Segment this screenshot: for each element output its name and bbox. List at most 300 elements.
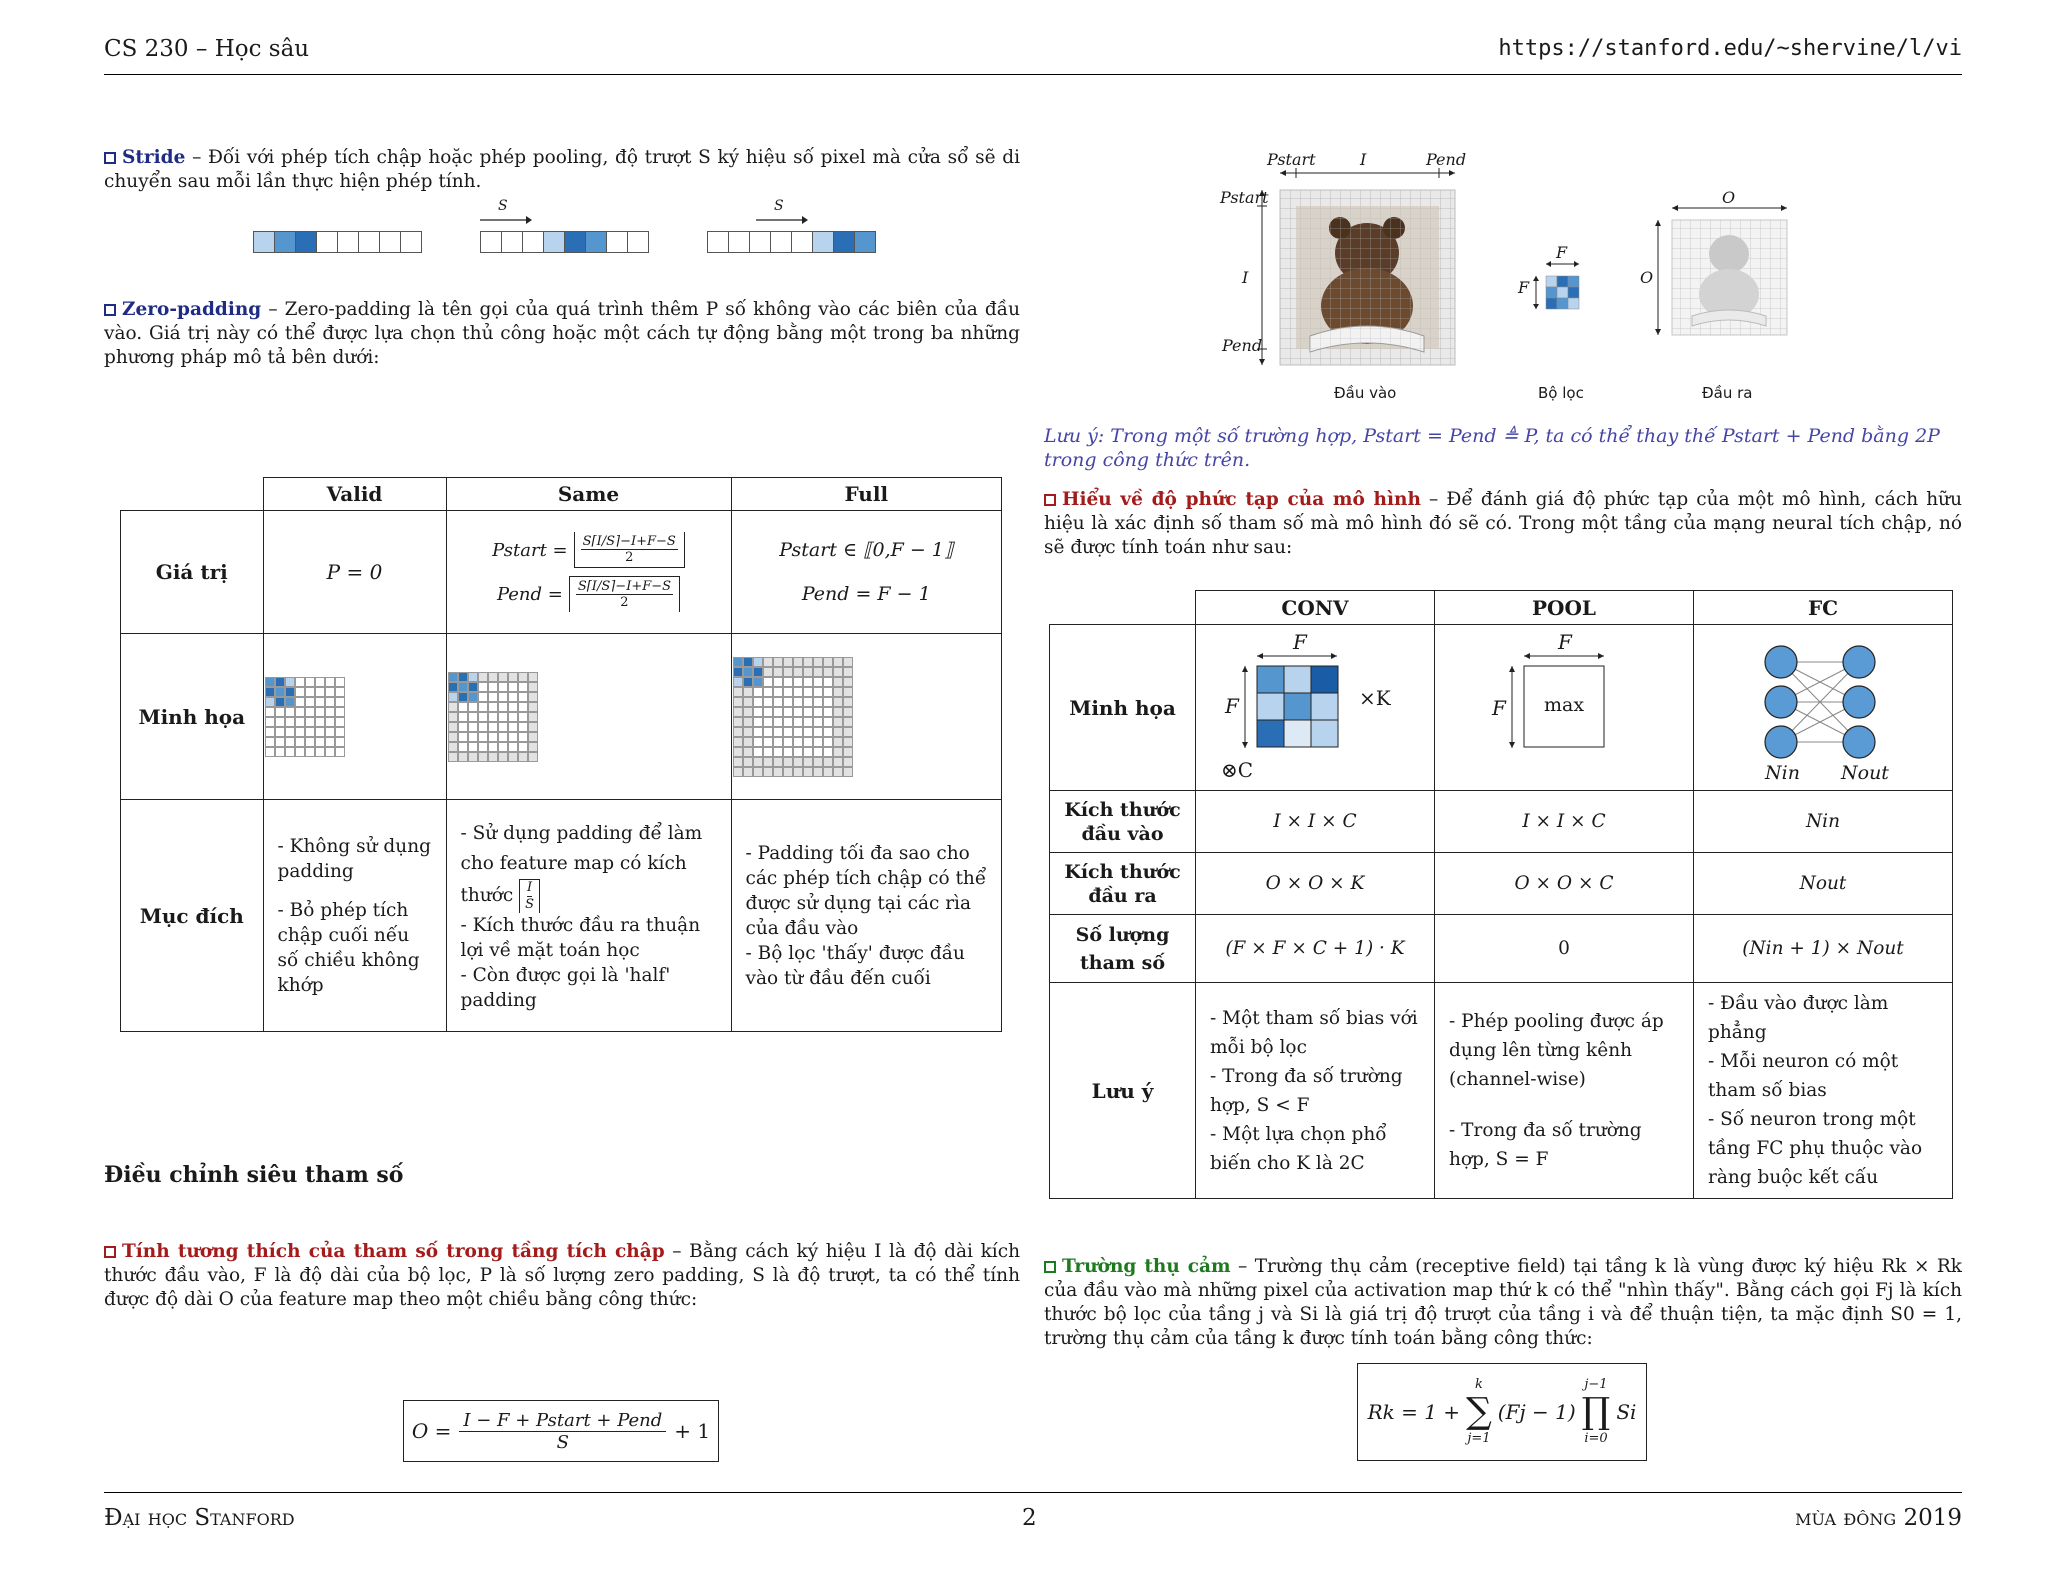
fig-filter-top: F <box>1556 243 1568 262</box>
grid-cell <box>295 747 305 757</box>
grid-cell <box>478 682 488 692</box>
grid-cell <box>763 697 773 707</box>
grid-cell <box>783 667 793 677</box>
grid-cell <box>508 672 518 682</box>
grid-cell <box>315 697 325 707</box>
grid-cell <box>458 672 468 682</box>
grid-cell <box>325 727 335 737</box>
grid-cell <box>325 687 335 697</box>
section-title: Điều chỉnh siêu tham số <box>104 1162 404 1188</box>
grid-cell <box>468 742 478 752</box>
grid-cell <box>285 717 295 727</box>
grid-cell <box>763 747 773 757</box>
receptive-paragraph <box>1044 1255 1962 1351</box>
grid-cell <box>488 672 498 682</box>
fc-output: Nout <box>1694 853 1953 915</box>
grid-cell <box>823 727 833 737</box>
page-number: 2 <box>1022 1505 1037 1531</box>
grid-cell <box>773 667 783 677</box>
grid-cell <box>448 702 458 712</box>
grid-cell <box>295 737 305 747</box>
grid-cell <box>753 687 763 697</box>
grid-cell <box>498 692 508 702</box>
grid-cell <box>783 767 793 777</box>
grid-cell <box>753 717 763 727</box>
grid-cell <box>843 697 853 707</box>
grid-cell <box>498 712 508 722</box>
grid-cell <box>843 747 853 757</box>
grid-cell <box>773 697 783 707</box>
grid-cell <box>275 687 285 697</box>
grid-cell <box>528 742 538 752</box>
grid-cell <box>743 757 753 767</box>
caption-output: Đầu ra <box>1702 384 1753 402</box>
same-purpose: - Sử dụng padding để làm cho feature map có kích thước $\frac{I}{S}$ - Kích thước đầu ra thuận lợi về mặt toán học - Còn được gọi là 'half' padding <box>446 800 731 1032</box>
valid-illustration <box>263 634 446 800</box>
grid-cell <box>265 677 275 687</box>
grid-cell <box>743 767 753 777</box>
grid-cell <box>448 692 458 702</box>
grid-cell <box>305 737 315 747</box>
fc-diagram <box>1695 628 1951 788</box>
grid-cell <box>753 697 763 707</box>
filter-grid <box>1546 276 1579 309</box>
grid-cell <box>448 742 458 752</box>
grid-cell <box>315 737 325 747</box>
checkbox-icon <box>1044 494 1056 506</box>
grid-cell <box>733 757 743 767</box>
grid-cell <box>833 667 843 677</box>
grid-cell <box>803 657 813 667</box>
grid-cell <box>285 687 295 697</box>
grid-cell <box>448 722 458 732</box>
full-value: Pstart ∈ ⟦0,F − 1⟧ Pend = F − 1 <box>731 511 1002 634</box>
grid-cell <box>753 707 763 717</box>
row-output-size: Kích thước đầu ra <box>1050 853 1196 915</box>
grid-cell <box>478 692 488 702</box>
grid-cell <box>468 712 478 722</box>
grid-cell <box>265 717 275 727</box>
pool-output: O × O × C <box>1435 853 1694 915</box>
grid-cell <box>498 682 508 692</box>
conv-input: I × I × C <box>1196 791 1435 853</box>
grid-cell <box>813 687 823 697</box>
grid-cell <box>518 672 528 682</box>
checkbox-icon <box>104 152 116 164</box>
grid-cell <box>285 727 295 737</box>
grid-cell <box>743 667 753 677</box>
grid-cell <box>518 702 528 712</box>
grid-cell <box>733 707 743 717</box>
row-notes: Lưu ý <box>1050 983 1196 1199</box>
grid-cell <box>508 692 518 702</box>
grid-cell <box>783 737 793 747</box>
zero-padding-paragraph <box>104 298 1020 370</box>
grid-cell <box>488 712 498 722</box>
grid-cell <box>325 697 335 707</box>
pool-notes: - Phép pooling được áp dụng lên từng kênh (channel-wise) - Trong đa số trường hợp, S = F <box>1435 983 1694 1199</box>
grid-cell <box>823 697 833 707</box>
grid-cell <box>285 707 295 717</box>
grid-cell <box>823 747 833 757</box>
grid-cell <box>488 732 498 742</box>
grid-cell <box>803 767 813 777</box>
caption-input: Đầu vào <box>1334 384 1397 402</box>
grid-cell <box>295 717 305 727</box>
grid-cell <box>753 757 763 767</box>
grid-cell <box>508 702 518 712</box>
grid-cell <box>783 717 793 727</box>
grid-cell <box>468 722 478 732</box>
grid-cell <box>265 687 275 697</box>
grid-cell <box>265 697 275 707</box>
compat-term: Tính tương thích của tham số trong tầng tích chập <box>104 1241 665 1262</box>
grid-cell <box>843 687 853 697</box>
grid-cell <box>753 737 763 747</box>
row-purpose: Mục đích <box>121 800 264 1032</box>
pool-illustration <box>1435 625 1694 791</box>
grid-cell <box>823 667 833 677</box>
fig-top-pend: Pend <box>1426 150 1467 169</box>
grid-cell <box>528 692 538 702</box>
checkbox-icon <box>104 1246 116 1258</box>
grid-cell <box>833 677 843 687</box>
zero-padding-text: – Zero-padding là tên gọi của quá trình thêm P số không vào các biên của đầu vào. Giá trị này có thể được lựa chọn thủ công hoặc một cách tự động bằng một trong ba những phương pháp mô tả bên dưới: <box>104 299 1020 368</box>
grid-cell <box>803 737 813 747</box>
grid-cell <box>285 677 295 687</box>
grid-cell <box>458 712 468 722</box>
grid-cell <box>743 657 753 667</box>
grid-cell <box>265 707 275 717</box>
grid-cell <box>773 657 783 667</box>
compat-paragraph <box>104 1240 1020 1312</box>
grid-cell <box>488 722 498 732</box>
grid-cell <box>275 717 285 727</box>
grid-cell <box>275 707 285 717</box>
grid-cell <box>823 687 833 697</box>
row-illustration: Minh họa <box>1050 625 1196 791</box>
stride-term: Stride <box>104 147 185 168</box>
grid-cell <box>478 712 488 722</box>
conv-k: ×K <box>1359 685 1391 710</box>
grid-cell <box>793 657 803 667</box>
stride-label-2: S <box>774 198 784 214</box>
footer-rule <box>104 1492 1962 1493</box>
valid-grid <box>265 677 445 757</box>
grid-cell <box>793 677 803 687</box>
note-text: Lưu ý: Trong một số trường hợp, Pstart = Pend ≜ P, ta có thể thay thế Pstart + Pend bằng 2P trong công thức trên. <box>1044 425 1940 471</box>
grid-cell <box>773 747 783 757</box>
conv-f-left: F <box>1225 693 1239 718</box>
grid-cell <box>833 727 843 737</box>
zero-padding-term: Zero-padding <box>104 299 261 320</box>
grid-cell <box>518 682 528 692</box>
grid-cell <box>315 677 325 687</box>
grid-cell <box>305 717 315 727</box>
grid-cell <box>335 697 345 707</box>
grid-cell <box>753 767 763 777</box>
grid-cell <box>753 747 763 757</box>
grid-cell <box>498 752 508 762</box>
grid-cell <box>773 757 783 767</box>
grid-cell <box>498 672 508 682</box>
grid-cell <box>793 687 803 697</box>
grid-cell <box>458 722 468 732</box>
grid-cell <box>813 727 823 737</box>
grid-cell <box>518 722 528 732</box>
grid-cell <box>295 727 305 737</box>
grid-cell <box>763 687 773 697</box>
header-rule <box>104 74 1962 75</box>
grid-cell <box>488 682 498 692</box>
grid-cell <box>265 737 275 747</box>
grid-cell <box>335 687 345 697</box>
grid-cell <box>763 727 773 737</box>
grid-cell <box>315 747 325 757</box>
grid-cell <box>488 752 498 762</box>
header-url[interactable]: https://stanford.edu/~shervine/l/vi <box>1498 36 1962 61</box>
grid-cell <box>803 687 813 697</box>
grid-cell <box>823 707 833 717</box>
checkbox-icon <box>104 304 116 316</box>
grid-cell <box>803 747 813 757</box>
grid-cell <box>763 677 773 687</box>
grid-cell <box>833 697 843 707</box>
grid-cell <box>813 707 823 717</box>
grid-cell <box>833 757 843 767</box>
grid-cell <box>518 752 528 762</box>
grid-cell <box>468 732 478 742</box>
pool-f-top: F <box>1558 629 1572 654</box>
grid-cell <box>305 707 315 717</box>
caption-filter: Bộ lọc <box>1538 384 1584 402</box>
stride-arrow-2 <box>756 214 808 226</box>
grid-cell <box>498 732 508 742</box>
grid-cell <box>518 692 528 702</box>
grid-cell <box>843 677 853 687</box>
grid-cell <box>528 702 538 712</box>
grid-cell <box>783 697 793 707</box>
conv-params: (F × F × C + 1) · K <box>1196 915 1435 983</box>
grid-cell <box>743 707 753 717</box>
fc-notes: - Đầu vào được làm phẳng - Mỗi neuron có một tham số bias - Số neuron trong một tầng FC phụ thuộc vào ràng buộc kết cấu <box>1694 983 1953 1199</box>
grid-cell <box>335 677 345 687</box>
grid-cell <box>783 747 793 757</box>
grid-cell <box>733 677 743 687</box>
grid-cell <box>743 737 753 747</box>
grid-cell <box>843 717 853 727</box>
grid-cell <box>458 682 468 692</box>
stride-strip-2 <box>481 231 649 255</box>
pool-input: I × I × C <box>1435 791 1694 853</box>
conv-f-top: F <box>1293 629 1307 654</box>
fig-top-pstart: Pstart <box>1267 150 1316 169</box>
grid-cell <box>733 687 743 697</box>
grid-cell <box>275 697 285 707</box>
grid-cell <box>448 712 458 722</box>
grid-cell <box>743 677 753 687</box>
receptive-formula-box: Rk = 1 + k ∑ j=1 (Fj − 1) j−1 ∏ i=0 Si <box>1357 1363 1647 1461</box>
grid-cell <box>743 717 753 727</box>
grid-cell <box>528 712 538 722</box>
fig-left-i: I <box>1242 268 1249 287</box>
grid-cell <box>448 682 458 692</box>
grid-cell <box>305 697 315 707</box>
grid-cell <box>823 767 833 777</box>
grid-cell <box>753 667 763 677</box>
grid-cell <box>528 682 538 692</box>
grid-cell <box>488 742 498 752</box>
grid-cell <box>783 727 793 737</box>
grid-cell <box>783 657 793 667</box>
conv-figure <box>1210 148 1810 408</box>
complexity-table <box>1049 590 1953 1199</box>
stride-strip-3 <box>708 231 876 255</box>
receptive-text: – Trường thụ cảm (receptive field) tại tầng k là vùng được ký hiệu Rk × Rk của đầu vào mà những pixel của activation map thứ k có thể "nhìn thấy". Bằng cách gọi Fj là kích thước bộ lọc của tầng j và Si là giá trị độ trượt của tầng i và để thuận tiện, ta mặc định S0 = 1, trường thụ cảm của tầng k được tính toán bằng công thức: <box>1044 1256 1963 1349</box>
grid-cell <box>773 677 783 687</box>
grid-cell <box>275 747 285 757</box>
full-purpose: - Padding tối đa sao cho các phép tích chập có thể được sử dụng tại các rìa của đầu vào - Bộ lọc 'thấy' được đầu vào từ đầu đến cuối <box>731 800 1002 1032</box>
valid-value: P = 0 <box>263 511 446 634</box>
grid-cell <box>265 747 275 757</box>
grid-cell <box>315 727 325 737</box>
checkbox-icon <box>1044 1261 1056 1273</box>
grid-cell <box>803 667 813 677</box>
grid-cell <box>773 707 783 717</box>
conv-output: O × O × K <box>1196 853 1435 915</box>
grid-cell <box>508 732 518 742</box>
fig-output-left: O <box>1640 268 1654 287</box>
grid-cell <box>518 712 528 722</box>
grid-cell <box>315 687 325 697</box>
grid-cell <box>763 717 773 727</box>
grid-cell <box>793 667 803 677</box>
grid-cell <box>823 657 833 667</box>
grid-cell <box>833 707 843 717</box>
grid-cell <box>275 737 285 747</box>
grid-cell <box>275 727 285 737</box>
grid-cell <box>773 727 783 737</box>
grid-cell <box>458 752 468 762</box>
grid-cell <box>833 687 843 697</box>
grid-cell <box>733 727 743 737</box>
grid-cell <box>773 767 783 777</box>
grid-cell <box>833 767 843 777</box>
grid-cell <box>295 677 305 687</box>
grid-cell <box>478 702 488 712</box>
grid-cell <box>783 677 793 687</box>
grid-cell <box>753 727 763 737</box>
grid-cell <box>823 757 833 767</box>
grid-cell <box>508 712 518 722</box>
grid-cell <box>478 672 488 682</box>
grid-cell <box>285 697 295 707</box>
grid-cell <box>508 682 518 692</box>
col-conv: CONV <box>1196 591 1435 625</box>
footer-university: Đại học Stanford <box>104 1505 295 1531</box>
grid-cell <box>823 737 833 747</box>
grid-cell <box>743 747 753 757</box>
grid-cell <box>733 667 743 677</box>
grid-cell <box>733 747 743 757</box>
grid-cell <box>793 707 803 717</box>
col-pool: POOL <box>1435 591 1694 625</box>
grid-cell <box>733 657 743 667</box>
grid-cell <box>803 677 813 687</box>
grid-cell <box>843 707 853 717</box>
grid-cell <box>528 752 538 762</box>
grid-cell <box>335 707 345 717</box>
grid-cell <box>518 742 528 752</box>
grid-cell <box>325 707 335 717</box>
fc-illustration <box>1694 625 1953 791</box>
pool-f-left: F <box>1492 695 1506 720</box>
grid-cell <box>773 737 783 747</box>
grid-cell <box>325 747 335 757</box>
grid-cell <box>305 677 315 687</box>
conv-notes: - Một tham số bias với mỗi bộ lọc - Trong đa số trường hợp, S < F - Một lựa chọn phổ biến cho K là 2C <box>1196 983 1435 1199</box>
grid-cell <box>763 737 773 747</box>
grid-cell <box>793 757 803 767</box>
grid-cell <box>803 707 813 717</box>
grid-cell <box>488 702 498 712</box>
grid-cell <box>518 732 528 742</box>
footer-season: mùa đông 2019 <box>1795 1505 1962 1531</box>
grid-cell <box>813 697 823 707</box>
ceil-fraction: $\frac{I}{S}$ <box>519 879 540 913</box>
grid-cell <box>833 657 843 667</box>
grid-cell <box>325 717 335 727</box>
grid-cell <box>305 727 315 737</box>
fc-input: Nin <box>1694 791 1953 853</box>
padding-table <box>120 477 1002 1032</box>
grid-cell <box>478 732 488 742</box>
grid-cell <box>528 672 538 682</box>
fig-left-pstart: Pstart <box>1220 188 1269 207</box>
stride-text: – Đối với phép tích chập hoặc phép pooling, độ trượt S ký hiệu số pixel mà cửa sổ sẽ di chuyển sau mỗi lần thực hiện phép tính. <box>104 147 1020 192</box>
grid-cell <box>753 657 763 667</box>
grid-cell <box>783 757 793 767</box>
grid-cell <box>743 687 753 697</box>
grid-cell <box>843 737 853 747</box>
fc-params: (Nin + 1) × Nout <box>1694 915 1953 983</box>
grid-cell <box>265 727 275 737</box>
sum-icon: ∑ <box>1466 1391 1492 1432</box>
grid-cell <box>843 657 853 667</box>
header-title: CS 230 – Học sâu <box>104 36 310 62</box>
row-input-size: Kích thước đầu vào <box>1050 791 1196 853</box>
grid-cell <box>803 697 813 707</box>
grid-cell <box>793 727 803 737</box>
fc-nin: Nin <box>1765 761 1800 784</box>
grid-cell <box>763 667 773 677</box>
grid-cell <box>813 737 823 747</box>
full-illustration <box>731 634 1002 800</box>
grid-cell <box>793 737 803 747</box>
fig-left-pend: Pend <box>1222 336 1263 355</box>
stride-label-1: S <box>498 198 508 214</box>
complexity-term: Hiểu về độ phức tạp của mô hình <box>1044 489 1421 510</box>
grid-cell <box>488 692 498 702</box>
grid-cell <box>468 672 478 682</box>
row-params: Số lượng tham số <box>1050 915 1196 983</box>
grid-cell <box>448 672 458 682</box>
grid-cell <box>528 722 538 732</box>
grid-cell <box>793 767 803 777</box>
grid-cell <box>458 742 468 752</box>
grid-cell <box>335 737 345 747</box>
grid-cell <box>733 767 743 777</box>
